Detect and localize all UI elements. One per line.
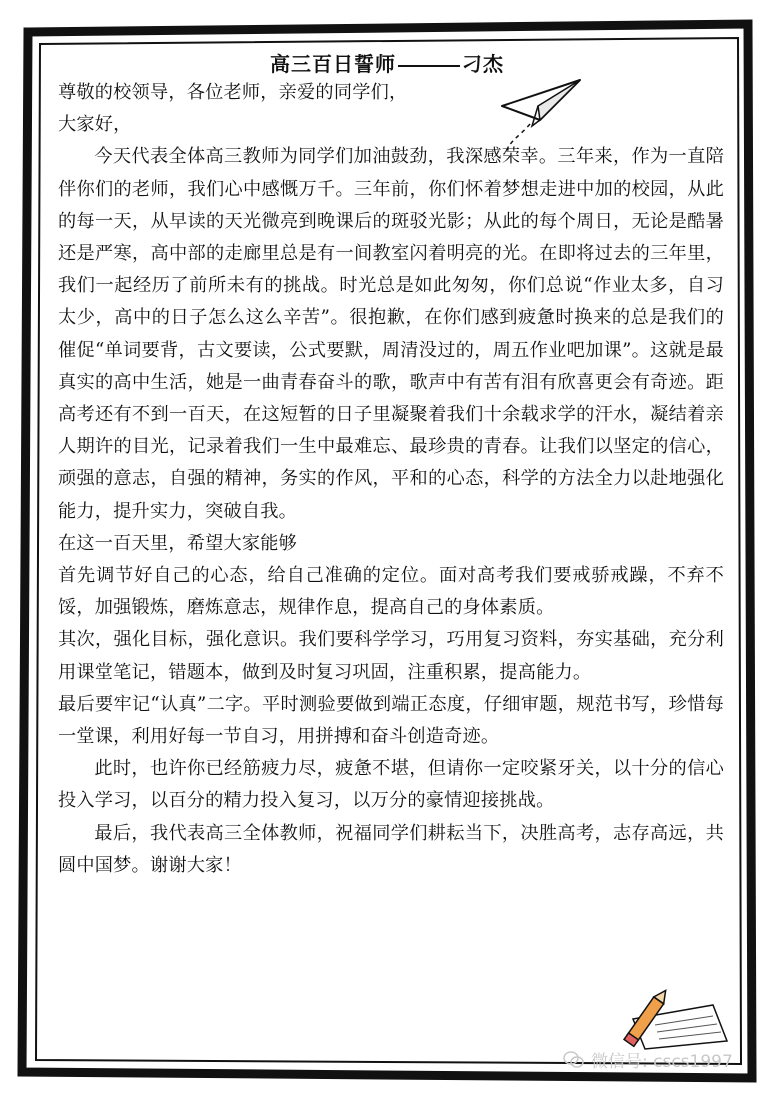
- watermark-text: 微信号: cscs1997: [591, 1052, 733, 1072]
- paragraph-5: 最后要牢记“认真”二字。平时测验要做到端正态度，仔细审题，规范书写，珍惜每一堂课，利用好每一节自习，用拼搏和奋斗创造奇迹。: [58, 693, 724, 748]
- speech-body: [58, 77, 724, 882]
- document-title: [0, 48, 774, 77]
- paragraph-6: 此时，也许你已经筋疲力尽，疲惫不堪，但请你一定咬紧牙关，以十分的信心投入学习，以百分的精力投入复习，以万分的豪情迎接挑战。: [58, 758, 724, 812]
- paragraph-2: 在这一百天里，希望大家能够: [58, 532, 298, 554]
- paragraph-4: 其次，强化目标，强化意识。我们要科学学习，巧用复习资料，夯实基础，充分利用课堂笔记，错题本，做到及时复习巩固，注重积累，提高能力。: [58, 629, 724, 683]
- wechat-icon: [563, 1051, 585, 1069]
- paragraph-7: 最后，我代表高三全体教师，祝福同学们耕耘当下，决胜高考，志存高远，共圆中国梦。谢谢大家！: [58, 822, 724, 876]
- paragraph-3: 首先调节好自己的心态，给自己准确的定位。面对高考我们要戒骄戒躁，不弃不馁，加强锻炼，磨炼意志，规律作息，提高自己的身体素质。: [58, 565, 724, 619]
- paragraph-1: 今天代表全体高三教师为同学们加油鼓劲，我深感荣幸。三年来，作为一直陪伴你们的老师，我们心中感慨万千。三年前，你们怀着梦想走进中加的校园，从此的每一天，从早读的天光微亮到晚课后的斑驳光影；从此的每个周日，无论是酷暑还是严寒，高中部的走廊里总是有一间教室闪着明亮的光。在即将过去的三年里，我们一起经历了前所未有的挑战。时光总是如此匆匆，你们总说“作业太多，自习太少，高中的日子怎么这么辛苦”。很抱歉，在你们感到疲惫时换来的总是我们的催促“单词要背，古文要读，公式要默，周清没过的，周五作业吧加课”。这就是最真实的高中生活，她是一曲青春奋斗的歌，歌声中有苦有泪有欣喜更会有奇迹。距高考还有不到一百天，在这短暂的日子里凝聚着我们十余载求学的汗水，凝结着亲人期许的目光，记录着我们一生中最难忘、最珍贵的青春。让我们以坚定的信心，顽强的意志，自强的精神，务实的作风，平和的心态，科学的方法全力以赴地强化能力，提升实力，突破自我。: [58, 146, 724, 522]
- title-main: 高三百日誓师: [270, 52, 396, 76]
- greeting: 尊敬的校领导，各位老师，亲爱的同学们，: [58, 82, 408, 103]
- title-author: 刁杰: [462, 52, 504, 76]
- title-dash: [398, 65, 460, 67]
- hello: 大家好，: [58, 114, 132, 136]
- wechat-watermark: [563, 1047, 733, 1072]
- pencil-paper-icon: [615, 985, 735, 1055]
